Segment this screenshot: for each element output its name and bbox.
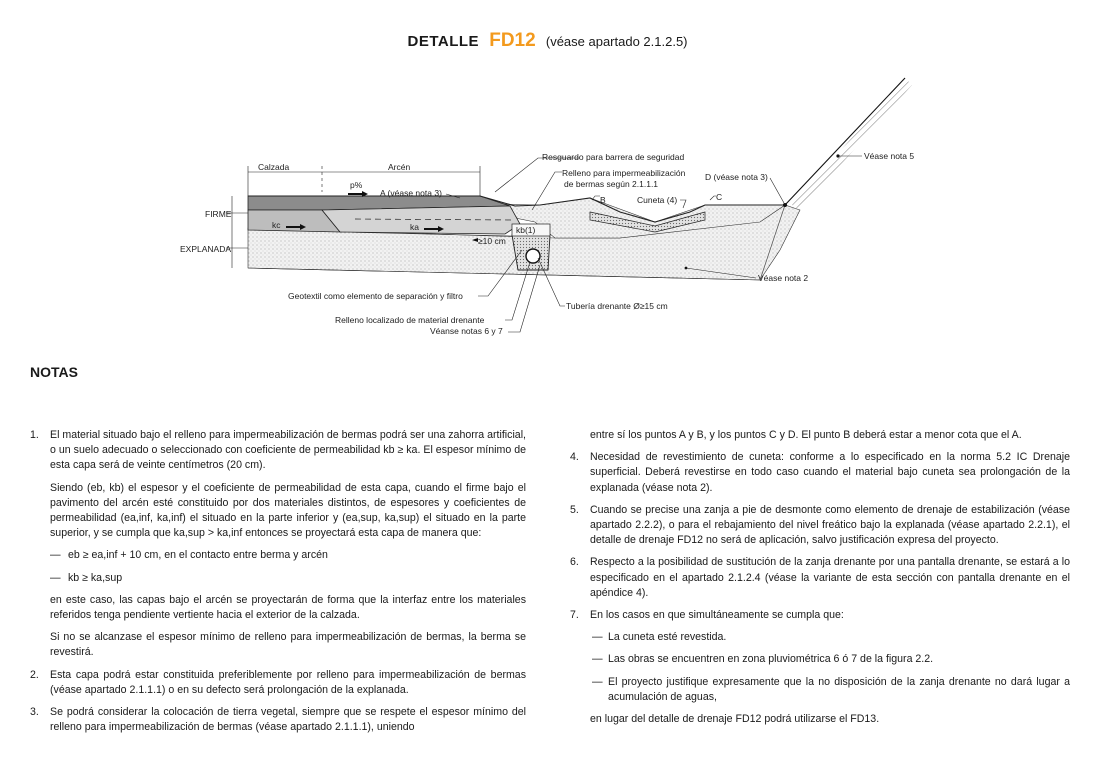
note-text: en este caso, las capas bajo el arcén se proyectarán de forma que la interfaz entre los materiales referidos tenga pendiente vertiente hacia el exterior de la calzada. — [50, 593, 526, 622]
label-relleno-2: de bermas según 2.1.1.1 — [564, 179, 659, 189]
note-1 — [30, 428, 526, 541]
note-number: 5. — [570, 503, 579, 516]
note-text: Si no se alcanzase el espesor mínimo de relleno para impermeabilización de bermas, la berma se revestirá. — [50, 631, 526, 659]
list-item-text: La cuneta esté revestida. — [608, 631, 727, 644]
list-item — [570, 630, 1070, 645]
notes-heading: NOTAS — [30, 364, 78, 380]
label-notas-6-7: Véanse notas 6 y 7 — [430, 326, 503, 336]
note-text: En los casos en que simultáneamente se cumpla que: — [590, 609, 844, 622]
label-point-d: D (véase nota 3) — [705, 172, 768, 182]
label-relleno-localizado: Relleno localizado de material drenante — [335, 315, 485, 325]
note-number: 2. — [30, 668, 39, 681]
label-nota-2: Véase nota 2 — [758, 273, 809, 283]
label-calzada: Calzada — [258, 162, 290, 172]
note-3 — [30, 705, 526, 735]
note-number: 7. — [570, 609, 579, 622]
note-3-continued — [570, 428, 1070, 443]
label-relleno-1: Relleno para impermeabilización — [562, 168, 686, 178]
drain-pipe — [526, 249, 540, 263]
label-firme: FIRME — [205, 209, 232, 219]
list-item-text: kb ≥ ka,sup — [68, 571, 123, 584]
label-point-c: C — [716, 192, 723, 202]
note-text: Esta capa podrá estar constituida preferiblemente por relleno para impermeabilización de bermas (véase apartado 2.1.1.1) o en su defecto será prolongación de la explanada. — [50, 668, 526, 696]
list-item-text: eb ≥ ea,inf + 10 cm, en el contacto entre berma y arcén — [68, 549, 328, 562]
list-item — [30, 571, 526, 586]
note-5 — [570, 503, 1070, 549]
title-prefix: DETALLE — [407, 33, 480, 50]
label-slope: p% — [350, 180, 363, 190]
dash-mark: — — [592, 675, 603, 688]
note-text: El material situado bajo el relleno para impermeabilización de bermas podrá ser una zahorra artificial, o un suelo adecuado o seleccionado con coeficiente de permeabilidad kb ≥ ka. El espesor mínimo de esta capa será de veinte centímetros (20 cm). — [50, 429, 526, 472]
note-number: 6. — [570, 556, 579, 569]
list-item-text: Las obras se encuentren en zona pluviométrica 6 ó 7 de la figura 2.2. — [608, 653, 934, 666]
notes-right-column — [570, 428, 1070, 734]
dash-mark: — — [50, 571, 61, 584]
list-item — [570, 652, 1070, 667]
note-text: Cuando se precise una zanja a pie de desmonte como elemento de drenaje de estabilización (véase apartado 2.2.2), o para el rebajamiento del nivel freático bajo la explanada (véase apartado 2.2.1), el detalle de drenaje FD12 no será de aplicación, salvo justificación expresa del proyecto. — [590, 503, 1070, 547]
label-resguardo: Resguardo para barrera de seguridad — [542, 152, 685, 162]
dash-mark: — — [592, 653, 603, 666]
natural-ground-hatch — [792, 78, 915, 210]
note-7 — [570, 608, 1070, 623]
note-number: 3. — [30, 706, 39, 719]
note-text: Se podrá considerar la colocación de tierra vegetal, siempre que se respete el espesor mínimo del relleno para impermeabilización de bermas (véase apartado 2.1.1.1), uniendo — [50, 706, 526, 734]
note-2 — [30, 668, 526, 698]
label-kb: kb(1) — [516, 225, 536, 235]
label-point-a: A (véase nota 3) — [380, 188, 442, 198]
detail-code: FD12 — [489, 30, 536, 51]
label-cuneta: Cuneta (4) — [637, 195, 678, 205]
dash-mark: — — [50, 549, 61, 562]
cross-section-diagram — [0, 60, 1095, 350]
note-number: 4. — [570, 451, 579, 464]
label-ka: ka — [410, 222, 419, 232]
label-explanada: EXPLANADA — [180, 244, 232, 254]
label-arcen: Arcén — [388, 162, 411, 172]
list-item — [570, 675, 1070, 705]
list-item — [30, 548, 526, 563]
dash-mark: — — [592, 631, 603, 644]
label-tuberia: Tubería drenante Ø≥15 cm — [566, 301, 668, 311]
note-7-continued — [570, 712, 1070, 727]
label-geotextil: Geotextil como elemento de separación y filtro — [288, 291, 463, 301]
note-text: entre sí los puntos A y B, y los puntos C y D. El punto B deberá estar a menor cota que el A. — [590, 429, 1022, 441]
cut-slope — [785, 78, 905, 205]
page-title — [0, 30, 1095, 52]
note-number: 1. — [30, 429, 39, 441]
label-kc: kc — [272, 220, 281, 230]
note-text: Necesidad de revestimiento de cuneta: conforme a lo especificado en la norma 5.2 IC Drenaje superficial. Deberá revestirse en todo caso cuando el material bajo cuneta sea prolongación de la explanada (véase nota 2). — [590, 451, 1070, 494]
note-text: Siendo (eb, kb) el espesor y el coeficiente de permeabilidad de esta capa, cuando el firme bajo el pavimento del arcén esté constituido por dos materiales distintos, de espesores y coeficientes de permeabilidad (ea,inf, ka,inf) el situado en la parte inferior y (ea,sup, ka,sup) el situado en la parte superior, y se cumpla que ka,sup > ka,inf entonces se proyectará esta capa de manera que: — [50, 481, 526, 540]
note-text: en lugar del detalle de drenaje FD12 podrá utilizarse el FD13. — [590, 713, 880, 726]
note-4 — [570, 450, 1070, 496]
note-text: Respecto a la posibilidad de sustitución de la zanja drenante por una pantalla drenante, se estará a lo especificado en el apartado 2.1.2.4 (véase la variante de esta sección con pantalla drenante en el apéndice 4). — [590, 556, 1070, 599]
notes-left-column — [30, 428, 526, 742]
note-6 — [570, 555, 1070, 601]
label-min10: ≥10 cm — [478, 236, 506, 246]
title-reference: (véase apartado 2.1.2.5) — [545, 34, 688, 49]
label-nota-5: Véase nota 5 — [864, 151, 915, 161]
label-point-b: B — [600, 195, 606, 205]
note-1-continued — [30, 593, 526, 661]
list-item-text: El proyecto justifique expresamente que la no disposición de la zanja drenante no dará lugar a acumulación de aguas, — [608, 675, 1070, 703]
